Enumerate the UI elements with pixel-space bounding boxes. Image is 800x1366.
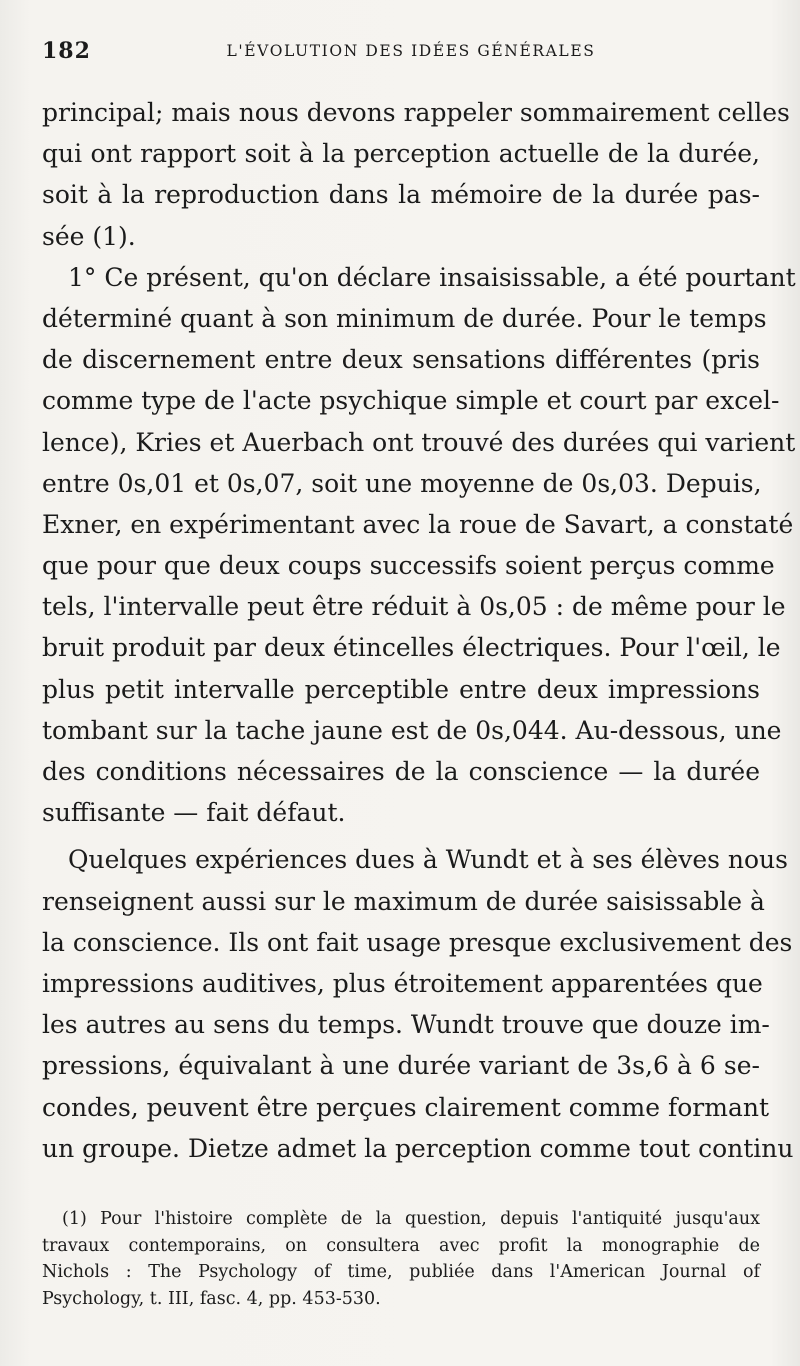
text-line: déterminé quant à son minimum de durée. Pour le temps [42,303,767,333]
text-line: les autres au sens du temps. Wundt trouve que douze im- [42,1010,770,1040]
running-head: L'ÉVOLUTION DES IDÉES GÉNÉRALES [226,42,596,60]
page-header [42,38,760,68]
text-line: principal; mais nous devons rappeler sommairement celles [42,98,790,127]
page-number: 182 [42,38,91,64]
text-line: qui ont rapport soit à la perception actuelle de la durée, [42,139,760,169]
text-line: bruit produit par deux étincelles électriques. Pour l'œil, le [42,633,781,663]
text-line: renseignent aussi sur le maximum de durée saisissable à [42,886,765,916]
footnote-line: Psychology, t. III, fasc. 4, pp. 453-530. [42,1288,381,1309]
text-line: des conditions nécessaires de la conscience — la durée [42,757,760,786]
text-line: impressions auditives, plus étroitement apparentées que [42,968,763,998]
text-line: Exner, en expérimentant avec la roue de Savart, a constaté [42,509,794,539]
text-line: sée (1). [42,221,136,251]
paragraph-2 [42,257,796,834]
text-line: plus petit intervalle perceptible entre deux impressions [42,674,760,704]
text-line: Quelques expériences dues à Wundt et à ses élèves nous [68,845,788,875]
text-line: tombant sur la tache jaune est de 0s,044. Au-dessous, une [42,715,782,745]
footnote-line: Nichols : The Psychology of time, publiée dans l'American Journal of [42,1262,760,1282]
text-line: pressions, équivalant à une durée variant de 3s,6 à 6 se- [42,1051,760,1081]
body-text [42,92,796,1169]
text-line: soit à la reproduction dans la mémoire de la durée pas- [42,180,760,210]
paragraph-1 [42,92,790,257]
text-line: que pour que deux coups successifs soient perçus comme [42,551,775,581]
footnote [42,1206,760,1312]
text-line: condes, peuvent être perçues clairement comme formant [42,1092,770,1122]
text-line: entre 0s,01 et 0s,07, soit une moyenne de 0s,03. Depuis, [42,468,762,498]
footnote-line: (1) Pour l'histoire complète de la question, depuis l'antiquité jusqu'aux [62,1209,760,1229]
paragraph-3 [42,839,794,1169]
text-line: comme type de l'acte psychique simple et court par excel- [42,386,780,416]
text-line: lence), Kries et Auerbach ont trouvé des durées qui varient [42,427,796,457]
text-line: de discernement entre deux sensations différentes (pris [42,345,760,375]
footnote-line: travaux contemporains, on consultera avec profit la monographie de [42,1235,760,1256]
text-line: suffisante — fait défaut. [42,798,346,828]
text-line: 1° Ce présent, qu'on déclare insaisissable, a été pourtant [68,262,796,292]
text-line: la conscience. Ils ont fait usage presque exclusivement des [42,927,793,957]
text-line: tels, l'intervalle peut être réduit à 0s,05 : de même pour le [42,592,786,622]
text-line: un groupe. Dietze admet la perception comme tout continu [42,1133,794,1163]
